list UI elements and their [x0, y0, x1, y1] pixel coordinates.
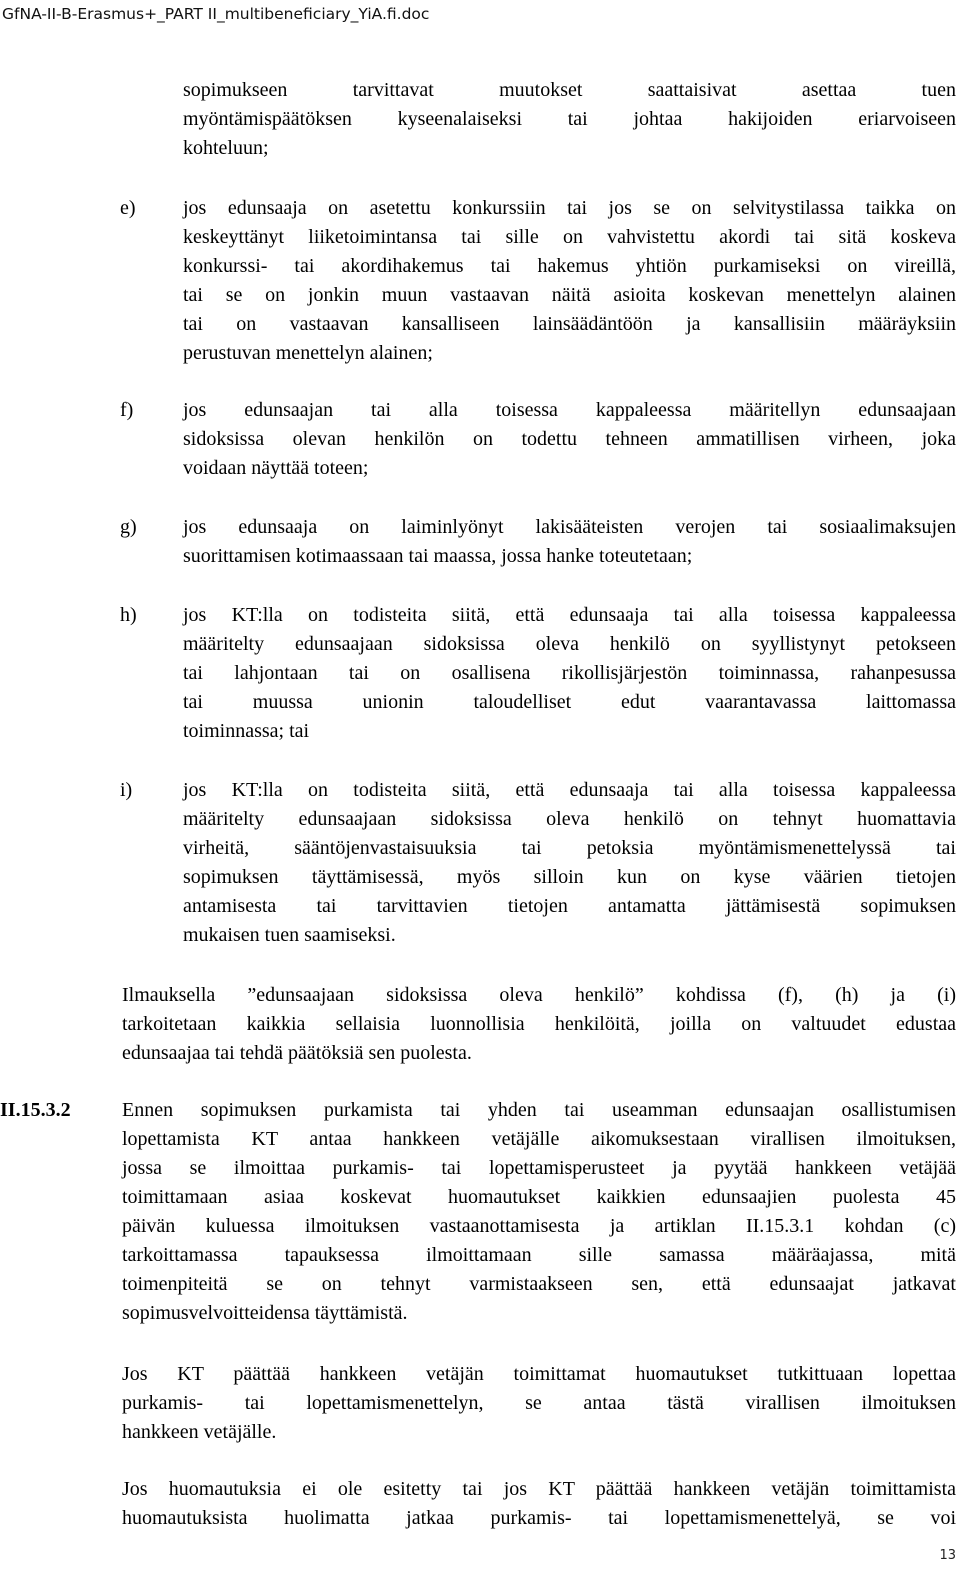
list-item-g: [183, 513, 956, 571]
text-line: sopimuksen täyttämisessä, myös silloin kun on kyse väärien tietojen: [183, 866, 956, 888]
text-line: jos KT:lla on todisteita siitä, että edunsaaja tai alla toisessa kappaleessa: [183, 779, 956, 801]
text-line: voidaan näyttää toteen;: [183, 457, 369, 479]
document-filename-header: GfNA-II-B-Erasmus+_PART II_multibeneficiary_YiA.fi.doc: [2, 5, 430, 23]
text-line: jos edunsaajan tai alla toisessa kappaleessa määritellyn edunsaajaan: [183, 399, 956, 421]
text-line: tai se on jonkin muun vastaavan näitä asioita koskevan menettelyn alainen: [183, 284, 956, 306]
text-line: jos edunsaaja on asetettu konkurssiin tai jos se on selvitystilassa taikka on: [183, 197, 956, 219]
text-line: tai on vastaavan kansalliseen lainsäädäntöön ja kansallisiin määräyksiin: [183, 313, 956, 335]
text-line: päivän kuluessa ilmoituksen vastaanottamisesta ja artiklan II.15.3.1 kohdan (c): [122, 1215, 956, 1237]
text-line: huomautuksista huolimatta jatkaa purkamis- tai lopettamismenettelyä, se voi: [122, 1507, 956, 1529]
list-item-label-g: g): [120, 516, 137, 538]
text-line: suorittamisen kotimaassaan tai maassa, jossa hanke toteutetaan;: [183, 545, 693, 567]
text-line: jos KT:lla on todisteita siitä, että edunsaaja tai alla toisessa kappaleessa: [183, 604, 956, 626]
text-line: lopettamista KT antaa hankkeen vetäjälle aikomuksestaan virallisen ilmoituksen,: [122, 1128, 956, 1150]
text-line: jos edunsaaja on laiminlyönyt lakisääteisten verojen tai sosiaalimaksujen: [183, 516, 956, 538]
text-line: Jos KT päättää hankkeen vetäjän toimittamat huomautukset tutkittuaan lopettaa: [122, 1363, 956, 1385]
section-paragraph-3: [122, 1475, 956, 1533]
text-line: sidoksissa olevan henkilön on todettu tehneen ammatillisen virheen, joka: [183, 428, 956, 450]
text-line: jossa se ilmoittaa purkamis- tai lopettamisperusteet ja pyytää hankkeen vetäjää: [122, 1157, 956, 1179]
section-number: II.15.3.2: [0, 1099, 71, 1121]
text-line: tarkoitetaan kaikkia sellaisia luonnollisia henkilöitä, joilla on valtuudet edustaa: [122, 1013, 956, 1035]
list-item-label-f: f): [120, 399, 134, 421]
list-item-f: [183, 396, 956, 483]
text-line: purkamis- tai lopettamismenettelyn, se antaa tästä virallisen ilmoituksen: [122, 1392, 956, 1414]
text-line: sopimusvelvoitteidensa täyttämistä.: [122, 1302, 408, 1324]
text-line: myöntämispäätöksen kyseenalaiseksi tai johtaa hakijoiden eriarvoiseen: [183, 108, 956, 130]
text-line: perustuvan menettelyn alainen;: [183, 342, 433, 364]
text-line: tarkoittamassa tapauksessa ilmoittamaan sille samassa määräajassa, mitä: [122, 1244, 956, 1266]
page-number: 13: [939, 1548, 956, 1563]
text-line: sopimukseen tarvittavat muutokset saattaisivat asettaa tuen: [183, 79, 956, 101]
list-item-label-h: h): [120, 604, 137, 626]
text-line: keskeyttänyt liiketoimintansa tai sille on vahvistettu akordi tai sitä koskeva: [183, 226, 956, 248]
list-item-e: [183, 194, 956, 368]
text-line: antamisesta tai tarvittavien tietojen antamatta jättämisestä sopimuksen: [183, 895, 956, 917]
section-paragraph-1: [122, 1096, 956, 1328]
text-line: Jos huomautuksia ei ole esitetty tai jos KT päättää hankkeen vetäjän toimittamista: [122, 1478, 956, 1500]
text-line: määritelty edunsaajaan sidoksissa oleva henkilö on syyllistynyt petokseen: [183, 633, 956, 655]
text-line: toiminnassa; tai: [183, 720, 310, 742]
text-line: kohteluun;: [183, 137, 269, 159]
text-line: Ilmauksella ”edunsaajaan sidoksissa oleva henkilö” kohdissa (f), (h) ja (i): [122, 984, 956, 1006]
list-item-i: [183, 776, 956, 950]
text-line: toimenpiteitä se on tehnyt varmistaakseen sen, että edunsaajat jatkavat: [122, 1273, 956, 1295]
text-line: määritelty edunsaajaan sidoksissa oleva henkilö on tehnyt huomattavia: [183, 808, 956, 830]
list-item-label-e: e): [120, 197, 136, 219]
text-line: Ennen sopimuksen purkamista tai yhden tai useamman edunsaajan osallistumisen: [122, 1099, 956, 1121]
text-line: konkurssi- tai akordihakemus tai hakemus yhtiön purkamiseksi on vireillä,: [183, 255, 956, 277]
section-paragraph-2: [122, 1360, 956, 1447]
continuation-paragraph: [183, 76, 956, 163]
text-line: tai muussa unionin taloudelliset edut vaarantavassa laittomassa: [183, 691, 956, 713]
text-line: edunsaajaa tai tehdä päätöksiä sen puolesta.: [122, 1042, 472, 1064]
text-line: hankkeen vetäjälle.: [122, 1421, 277, 1443]
list-item-label-i: i): [120, 779, 133, 801]
list-item-h: [183, 601, 956, 746]
text-line: tai lahjontaan tai on osallisena rikollisjärjestön toiminnassa, rahanpesussa: [183, 662, 956, 684]
text-line: virheitä, sääntöjenvastaisuuksia tai petoksia myöntämismenettelyssä tai: [183, 837, 956, 859]
definition-paragraph: [122, 981, 956, 1068]
text-line: toimittamaan asiaa koskevat huomautukset kaikkien edunsaajien puolesta 45: [122, 1186, 956, 1208]
text-line: mukaisen tuen saamiseksi.: [183, 924, 396, 946]
